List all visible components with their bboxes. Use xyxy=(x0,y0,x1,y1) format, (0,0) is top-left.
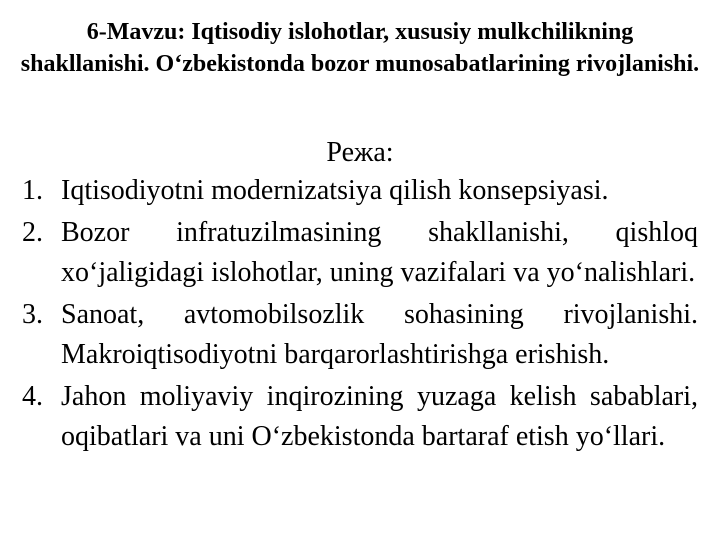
plan-item-text: Jahon moliyaviy inqirozining yuzaga kelish sabablari, oqibatlari va uni O‘zbekistonda bartaraf etish yo‘llari. xyxy=(61,381,698,452)
plan-item-text: Bozor infratuzilmasining shakllanishi, qishloq xo‘jaligidagi islohotlar, uning vazifalari va yo‘nalishlari. xyxy=(61,217,698,288)
plan-item-4 xyxy=(22,377,698,457)
plan-item-number: 2. xyxy=(22,217,43,248)
plan-item-number: 1. xyxy=(22,175,43,206)
plan-list xyxy=(22,171,698,457)
plan-item-3 xyxy=(22,295,698,375)
plan-item-text: Sanoat, avtomobilsozlik sohasining rivojlanishi. Makroiqtisodiyotni barqarorlashtirishga erishish. xyxy=(61,299,698,370)
plan-item-number: 3. xyxy=(22,299,43,330)
plan-item-text: Iqtisodiyotni modernizatsiya qilish konsepsiyasi. xyxy=(61,175,609,206)
plan-item-number: 4. xyxy=(22,381,43,412)
slide-title: 6-Mavzu: Iqtisodiy islohotlar, xususiy mulkchilikning shakllanishi. O‘zbekistonda bozor munosabatlarining rivojlanishi. xyxy=(20,19,700,77)
plan-item-1 xyxy=(22,171,698,211)
plan-item-2 xyxy=(22,213,698,293)
plan-heading: Режа: xyxy=(326,137,394,168)
